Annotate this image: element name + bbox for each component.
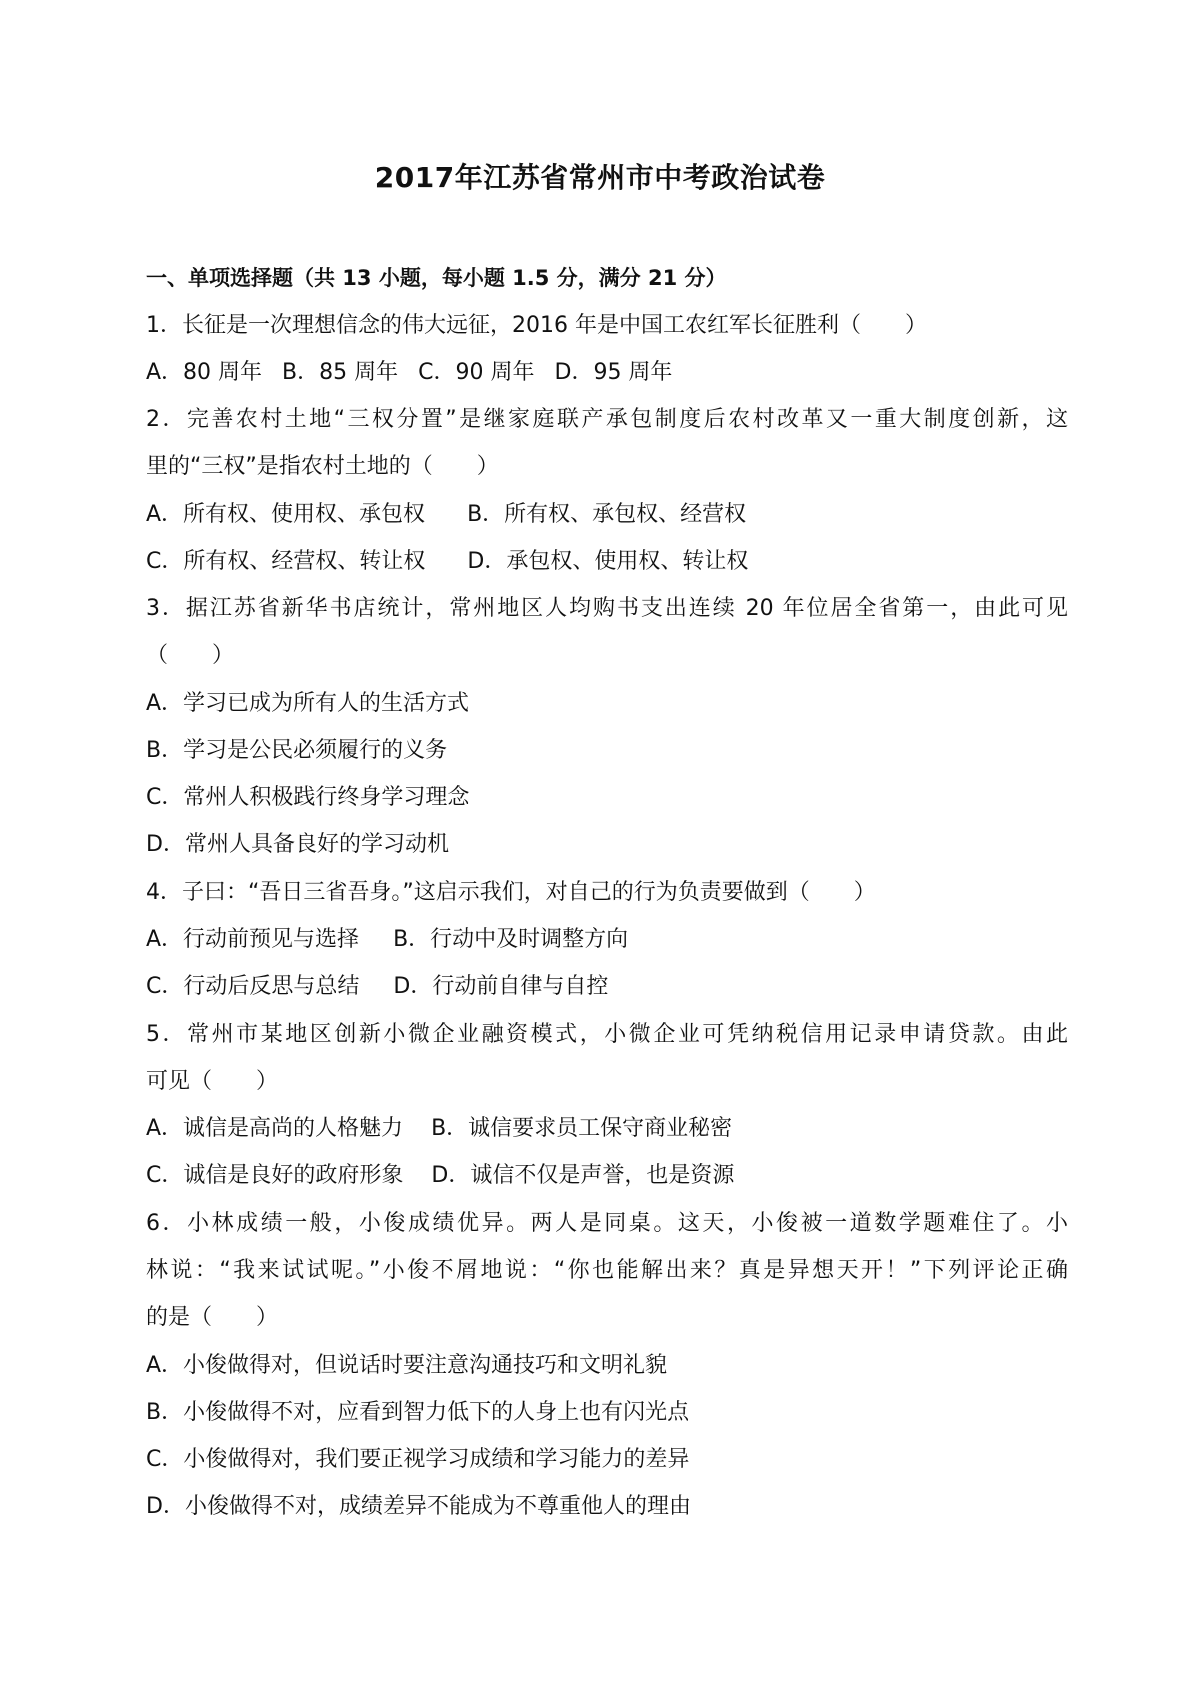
- question-6-stem-line-2: 林说：“我来试试呢。”小俊不屑地说：“你也能解出来？真是异想天开！”下列评论正确: [146, 1258, 1068, 1283]
- question-4-stem: 4．子曰：“吾日三省吾身。”这启示我们，对自己的行为负责要做到（ ）: [146, 880, 876, 905]
- question-2-option-a: A．所有权、使用权、承包权: [146, 502, 426, 527]
- question-2-options-row-1: [146, 500, 746, 530]
- question-1-option-b: B．85 周年: [282, 360, 399, 385]
- question-3-option-d: D．常州人具备良好的学习动机: [146, 832, 449, 857]
- question-1-option-a: A．80 周年: [146, 360, 263, 385]
- question-5-option-b: B．诚信要求员工保守商业秘密: [431, 1116, 733, 1141]
- question-3-stem-line-2: （ ）: [146, 643, 235, 668]
- question-4-option-d: D．行动前自律与自控: [393, 974, 609, 999]
- question-6-option-a: A．小俊做得对，但说话时要注意沟通技巧和文明礼貌: [146, 1353, 668, 1378]
- question-6-stem-line-1: 6．小林成绩一般，小俊成绩优异。两人是同桌。这天，小俊被一道数学题难住了。小: [146, 1211, 1068, 1236]
- question-5-option-a: A．诚信是高尚的人格魅力: [146, 1116, 404, 1141]
- question-5-option-c: C．诚信是良好的政府形象: [146, 1163, 404, 1188]
- question-3-option-b: B．学习是公民必须履行的义务: [146, 738, 448, 763]
- question-5-stem-line-1: 5．常州市某地区创新小微企业融资模式，小微企业可凭纳税信用记录申请贷款。由此: [146, 1022, 1068, 1047]
- question-2-options-row-2: [146, 547, 748, 577]
- question-1-stem: 1．长征是一次理想信念的伟大远征，2016 年是中国工农红军长征胜利（ ）: [146, 313, 927, 338]
- question-5-stem-line-2: 可见（ ）: [146, 1069, 279, 1094]
- question-2-stem-line-1: 2．完善农村土地“三权分置”是继家庭联产承包制度后农村改革又一重大制度创新，这: [146, 407, 1068, 432]
- page-title: 2017年江苏省常州市中考政治试卷: [374, 161, 826, 194]
- question-1-option-d: D．95 周年: [554, 360, 673, 385]
- question-5-option-d: D．诚信不仅是声誉，也是资源: [431, 1163, 735, 1188]
- question-5-options-row-1: [146, 1114, 732, 1144]
- question-1-option-c: C．90 周年: [418, 360, 535, 385]
- question-2-option-b: B．所有权、承包权、经营权: [467, 502, 747, 527]
- question-6-stem-line-3: 的是（ ）: [146, 1305, 279, 1330]
- question-6-option-d: D．小俊做得不对，成绩差异不能成为不尊重他人的理由: [146, 1494, 691, 1519]
- question-6-option-b: B．小俊做得不对，应看到智力低下的人身上也有闪光点: [146, 1400, 690, 1425]
- question-3-option-c: C．常州人积极践行终身学习理念: [146, 785, 470, 810]
- question-4-options-row-1: [146, 925, 628, 955]
- section-heading: 一、单项选择题（共 13 小题，每小题 1.5 分，满分 21 分）: [146, 266, 727, 290]
- question-2-option-c: C．所有权、经营权、转让权: [146, 549, 426, 574]
- question-1-options: [146, 358, 672, 388]
- question-5-options-row-2: [146, 1161, 734, 1191]
- question-3-option-a: A．学习已成为所有人的生活方式: [146, 691, 470, 716]
- question-4-option-a: A．行动前预见与选择: [146, 927, 360, 952]
- question-2-stem-line-2: 里的“三权”是指农村土地的（ ）: [146, 454, 499, 479]
- question-6-option-c: C．小俊做得对，我们要正视学习成绩和学习能力的差异: [146, 1447, 690, 1472]
- question-4-option-c: C．行动后反思与总结: [146, 974, 360, 999]
- question-4-option-b: B．行动中及时调整方向: [393, 927, 629, 952]
- question-3-stem-line-1: 3．据江苏省新华书店统计，常州地区人均购书支出连续 20 年位居全省第一，由此可见: [146, 596, 1068, 621]
- question-2-option-d: D．承包权、使用权、转让权: [467, 549, 749, 574]
- question-4-options-row-2: [146, 972, 608, 1002]
